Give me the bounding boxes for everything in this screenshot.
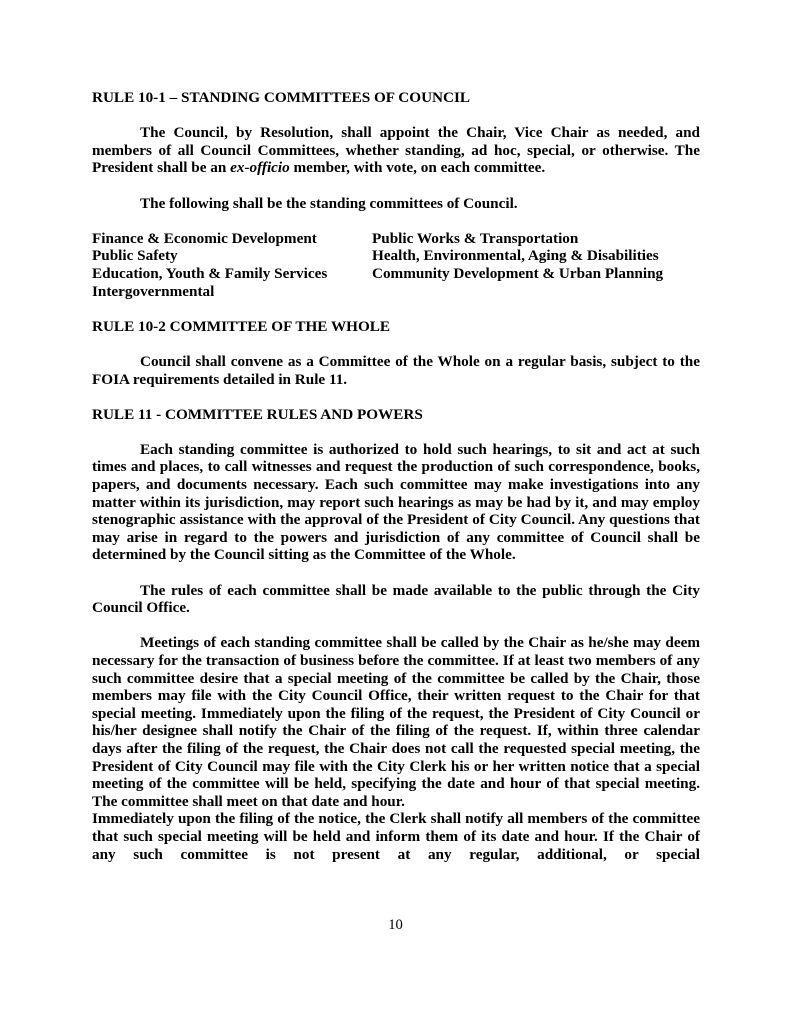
committee-item: Education, Youth & Family Services (92, 264, 328, 282)
committee-item: Public Safety (92, 247, 178, 265)
paragraph-following: The following shall be the standing committees of Council. (140, 194, 518, 212)
paragraph-appointment-text-before: The Council, by Resolution, shall appoint the Chair, Vice Chair as needed, and members of all Council Committees, whether standing, ad hoc, special, or otherwise. The President shall be an (92, 124, 700, 177)
paragraph-meetings: Meetings of each standing committee shall be called by the Chair as he/she may deem necessary for the transaction of business before the committee. If at least two members of any such committee desire that a special meeting of the committee be called by the Chair, those members may file with the City Council Office, their written request to the Chair for that special meeting. Immediately upon the filing of the request, the President of City Council or his/her designee shall notify the Chair of the filing of the request. If, within three calendar days after the filing of the request, the Chair does not call the requested special meeting, the President of City Council may file with the City Clerk his or her written notice that a special meeting of the committee will be held, specifying the date and hour of that special meeting. The committee shall meet on that date and hour. (92, 634, 700, 810)
committee-list (92, 230, 700, 300)
paragraph-convene: Council shall convene as a Committee of the Whole on a regular basis, subject to the FOIA requirements detailed in Rule 11. (92, 352, 700, 388)
paragraph-rules-public: The rules of each committee shall be made available to the public through the City Council Office. (92, 581, 700, 617)
committee-item: Intergovernmental (92, 282, 215, 300)
paragraph-appointment-text-after: member, with vote, on each committee. (289, 159, 546, 177)
paragraph-appointment (92, 124, 700, 177)
committee-item: Finance & Economic Development (92, 229, 317, 247)
rule-10-1-heading: RULE 10-1 – STANDING COMMITTEES OF COUNCIL (92, 89, 471, 106)
page-number: 10 (388, 917, 403, 934)
committee-item: Community Development & Urban Planning (372, 264, 664, 282)
committee-item: Public Works & Transportation (372, 229, 579, 247)
paragraph-notice: Immediately upon the filing of the notice, the Clerk shall notify all members of the committee that such special meeting will be held and inform them of its date and hour. If the Chair of any such committee is not present at any regular, additional, or special (92, 810, 700, 863)
rule-10-2-heading: RULE 10-2 COMMITTEE OF THE WHOLE (92, 317, 391, 335)
paragraph-powers: Each standing committee is authorized to hold such hearings, to sit and act at such times and places, to call witnesses and request the production of such correspondence, books, papers, and documents necessary. Each such committee may make investigations into any matter within its jurisdiction, may report such hearings as may be had by it, and may employ stenographic assistance with the approval of the President of City Council. Any questions that may arise in regard to the powers and jurisdiction of any committee of Council shall be determined by the Council sitting as the Committee of the Whole. (92, 440, 700, 564)
rule-11-heading: RULE 11 - COMMITTEE RULES AND POWERS (92, 405, 423, 423)
committee-column-left (92, 230, 372, 300)
committee-item: Health, Environmental, Aging & Disabilities (372, 247, 659, 265)
committee-column-right (372, 230, 700, 300)
ex-officio-italic-term: ex-officio (230, 159, 290, 177)
